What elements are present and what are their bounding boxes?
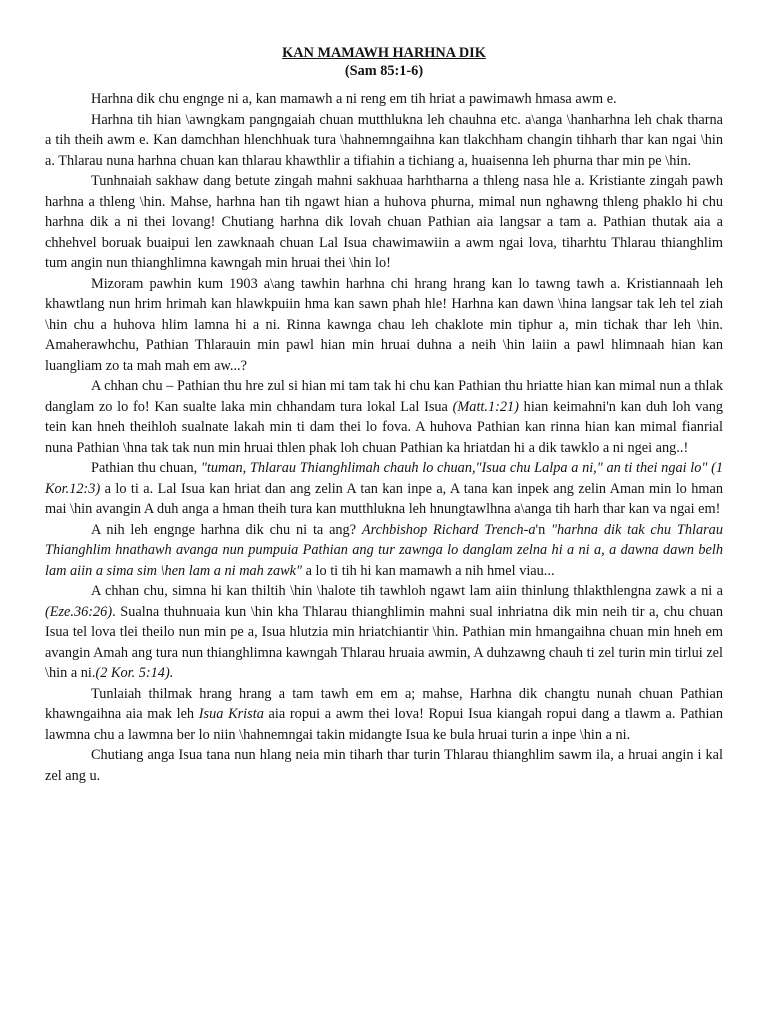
paragraph-text: A chhan chu – Pathian thu hre zul si hian mi tam tak hi chu kan Pathian thu hriatte hian kan mimal nun a thlak danglam zo lo fo! Kan sualte laka min chhandam tura lokal Lal Isua (45, 378, 723, 415)
paragraph-10: Chutiang anga Isua tana nun hlang neia min tiharh thar turin Thlarau thianghlim sawm ila, a hruai angin i kal zel ang u. (45, 747, 723, 784)
scripture-quote: "tuman, Thlarau Thianghlimah chauh lo chuan,"Isua chu Lalpa a ni," an ti thei ngai lo" (1 Kor.12:3) (45, 460, 723, 497)
paragraph-2: Harhna tih hian \awngkam pangngaiah chuan mutthlukna leh chauhna etc. a\anga \hanharhna leh chak tharna a tih theih awm e. Kan damchhan hlenchhuak tura \hahnemngaihna kan tlakchham changin tihharh thar kan ngai \hin a. Thlarau nuna harhna chuan kan thlarau khawthlir a tifiahin a tichiang a, huaisenna leh phurna thar min pe \hin. (45, 111, 723, 169)
author-name: Archbishop Richard Trench-a (361, 521, 536, 538)
paragraph-4: Mizoram pawhin kum 1903 a\ang tawhin harhna chi hrang hrang kan lo tawng tawh a. Kristiannaah leh khawtlang nun hrim hrimah kan hlawkpuiin hma kan sawn phah hle! Harhna kan dawn \hina langsar tak leh tel ziah \hin chu a huhova hlim lamna hi a ni. Rinna kawnga chau leh chaklote min tiphur a, min tichak thar leh \hin. Amaherawhchu, Pathian Thlarauin min pawl hian min hruai duhna a neih \hin laiin a pawl hlimnaah hian kan luangliam zo ta mah mah em aw...? (45, 275, 723, 374)
paragraph-text: A chhan chu, simna hi kan thiltih \hin \halote tih tawhloh ngawt lam aiin thinlung thlakthlengna zawk a ni a (91, 583, 723, 599)
scripture-citation: (Matt.1:21) (452, 398, 519, 415)
emphasis-name: Isua Krista (198, 706, 264, 722)
paragraph-text: Pathian thu chuan, (91, 460, 201, 476)
paragraph-7 (45, 520, 723, 582)
paragraph-3: Tunhnaiah sakhaw dang betute zingah mahni sakhuaa harhtharna a thleng nasa hle a. Kristiante zingah pawh harhna a thleng \hin. Mahse, harhna han tih ngawt hian a huhova phurna, mimal nun nghawng thleng phaklo hi chu harhna dik a ni thei lovang! Chutiang harhna dik lovah chuan Pathian aia langsar a tam a. Pathian thutak aia a chhehvel boruak buaipui len zawknaah chuan Lal Isua chawimawiin a awm ngai lova, tiharhtu Thlarau thianghlim tum angin nun thianghlimna kawngah min hruai thei \hin lo! (45, 173, 723, 271)
paragraph-1: Harhna dik chu engnge ni a, kan mamawh a ni reng em tih hriat a pawimawh hmasa awm e. (91, 91, 617, 107)
paragraph-text: hian keimahni'n kan duh loh vang tein kan hneh theihloh sualnate lakah min ti dam thei lo fova. A huhova Pathian kan rinna hian kan mimal fianrial nuna Pathian \hna tak tak nun min hruai thlen phak loh chuan Pathian ka hriatdan hi a dik tawklo a ni ngei ang..! (45, 398, 723, 456)
paragraph-text: a lo ti a. Lal Isua kan hriat dan ang zelin A tan kan inpe a, A tana kan inpek ang zelin Aman min lo hman mai \hin avangin A duh anga a hman theih tura kan mutthlukna leh hnungtawlhna a\anga tih harh thar kan va ngai em! (45, 480, 723, 517)
paragraph-5 (45, 376, 723, 458)
paragraph-text: A nih leh engnge harhna dik chu ni ta ang? (91, 521, 362, 538)
paragraph-text: Tunlaiah thilmak hrang hrang a tam tawh em em a; mahse, Harhna dik changtu nunah chuan Pathian khawngaihna aia mak leh (45, 685, 723, 722)
paragraph-text: 'n (535, 521, 552, 538)
document-title: KAN MAMAWH HARHNA DIK (282, 45, 486, 61)
scripture-citation: (Eze.36:26) (45, 603, 113, 620)
paragraph-8 (45, 581, 723, 684)
paragraph-text: aia ropui a awm thei lova! Ropui Isua kiangah ropui dang a tlawm a. Pathian lawmna chu a lawmna ber lo niin \hahnemngai takin midangte Isua ke bula hruai turin a inpe \hin a ni. (45, 706, 723, 743)
paragraph-9 (45, 684, 723, 746)
paragraph-6 (45, 458, 723, 520)
paragraph-text: . Sualna thuhnuaia kun \hin kha Thlarau thianghlimin mahni sual inhriatna dik min neih tir a, chu chuan Isua tel lova tlei theilo nun min pe a, Isua hlutzia min hriatchiantir \hin. Pathian min hmangaihna chuan min hneh em avangin Amah ang tura nun thianghlimna kawngah Thlarau hruaia awmin, A duhzawng chauh ti zel turin min tirlui zel \hin a ni. (45, 603, 723, 681)
paragraph-text: a lo ti tih hi kan mamawh a nih hmel viau... (302, 562, 555, 579)
scripture-reference: (Sam 85:1-6) (344, 63, 424, 79)
scripture-citation: (2 Kor. 5:14). (95, 665, 174, 681)
author-quote: "harhna dik tak chu Thlarau Thianghlim hnathawh avanga nun pumpuia Pathian ang tur zawnga lo danglam zelna hi a ni a, a dawna dawn belh lam aiin a sima sim \hen lam a ni mah zawk" (45, 521, 723, 579)
